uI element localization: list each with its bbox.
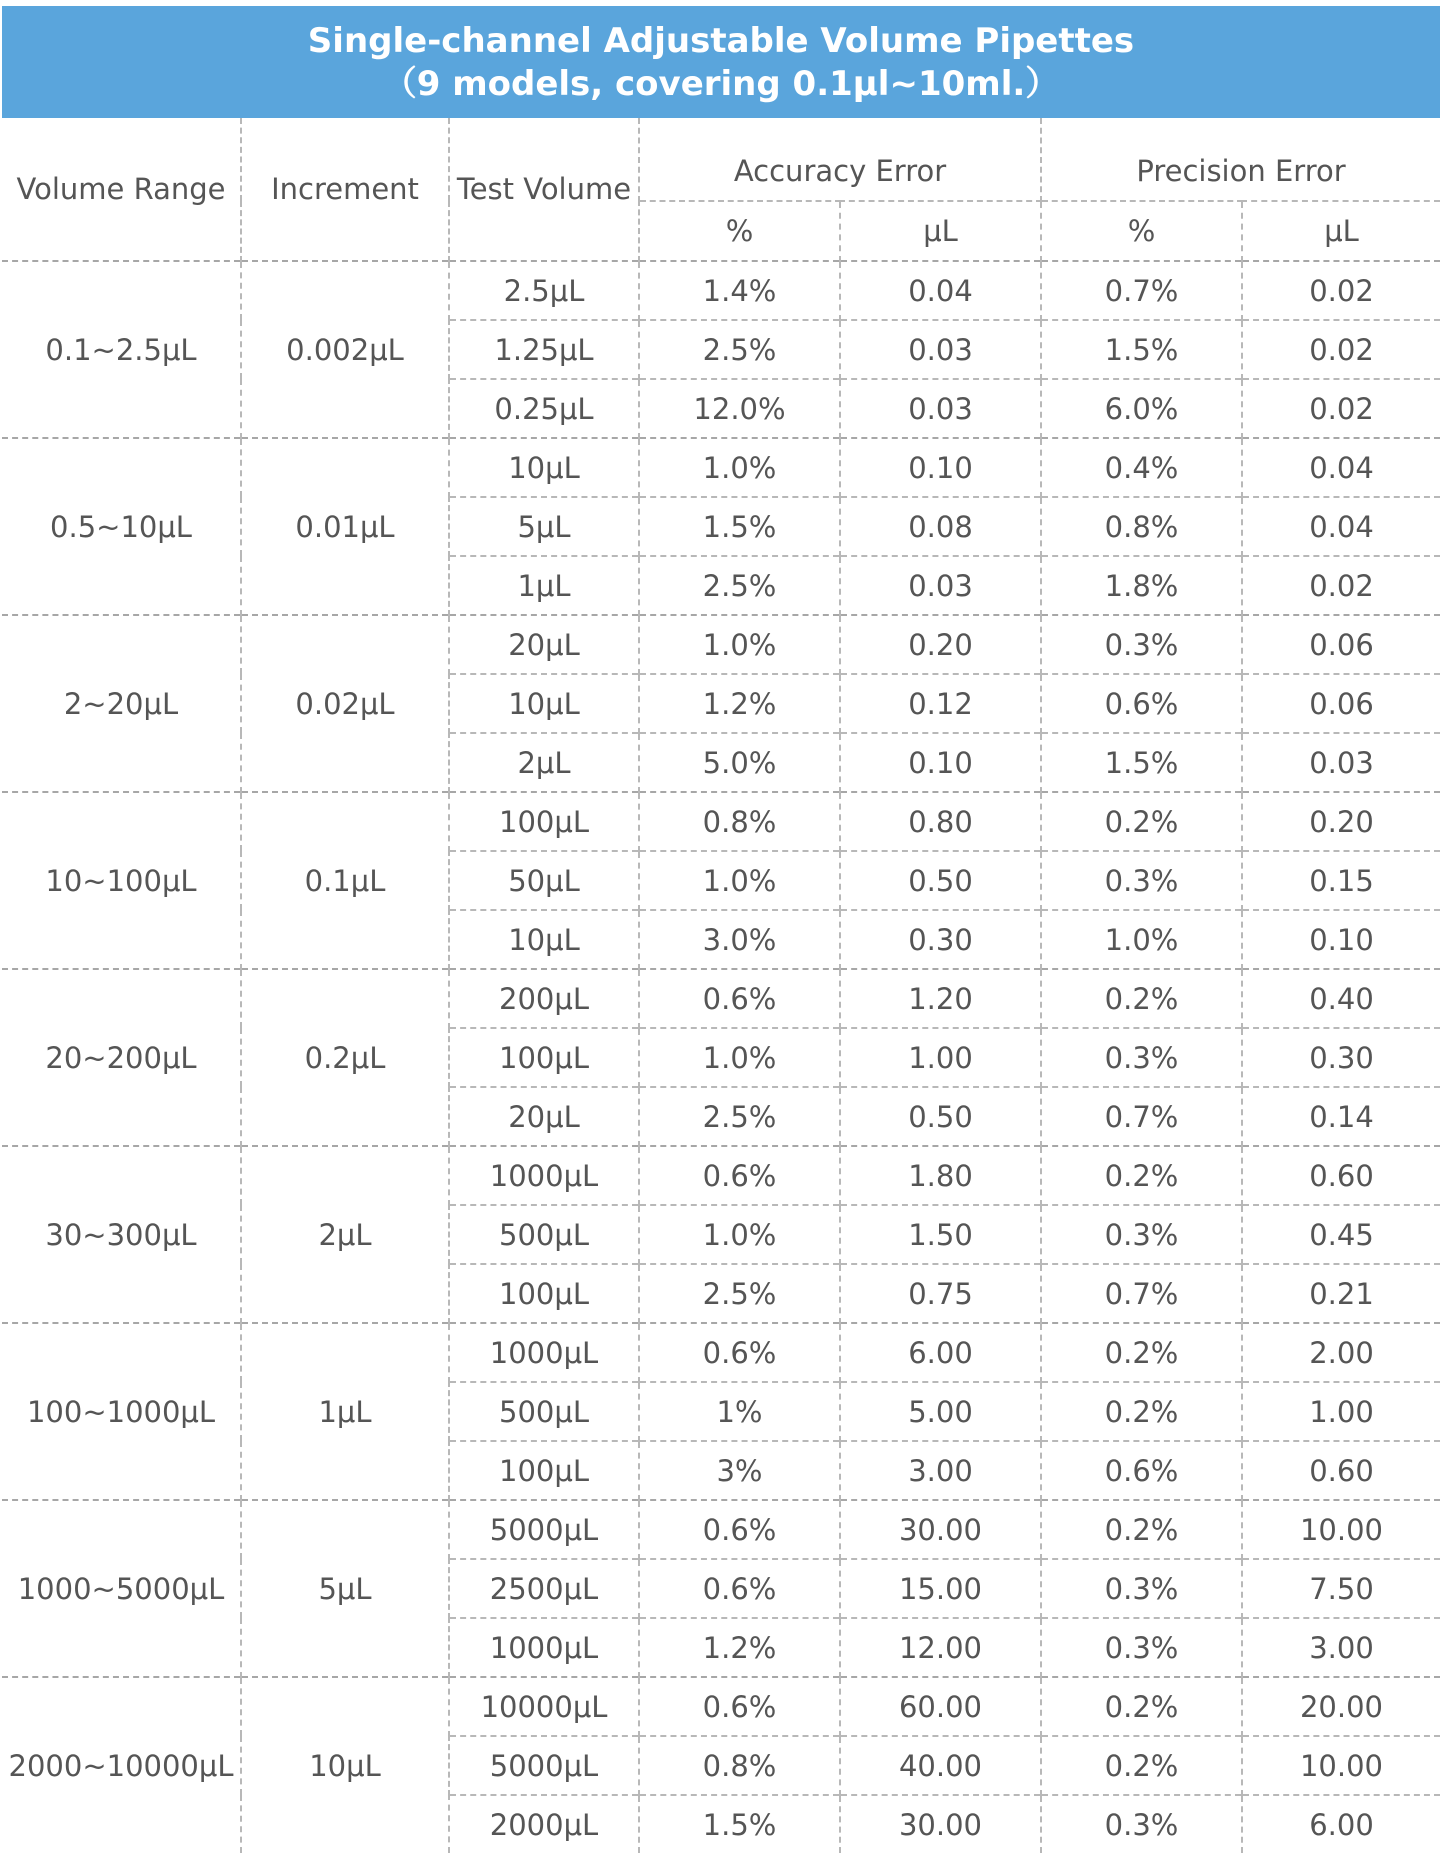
test-volume-cell: 1.25μL bbox=[449, 320, 639, 379]
volume-range-cell: 0.1~2.5μL bbox=[2, 261, 241, 438]
precision-pct-cell: 1.0% bbox=[1041, 910, 1242, 969]
precision-ul-cell: 0.06 bbox=[1242, 615, 1440, 674]
accuracy-pct-cell: 2.5% bbox=[639, 320, 840, 379]
precision-pct-cell: 0.3% bbox=[1041, 615, 1242, 674]
precision-pct-cell: 0.6% bbox=[1041, 1441, 1242, 1500]
accuracy-ul-cell: 0.08 bbox=[840, 497, 1041, 556]
accuracy-ul-cell: 60.00 bbox=[840, 1677, 1041, 1736]
table-row bbox=[2, 261, 1440, 320]
accuracy-ul-cell: 0.50 bbox=[840, 1087, 1041, 1146]
test-volume-cell: 50μL bbox=[449, 851, 639, 910]
precision-pct-cell: 0.2% bbox=[1041, 1146, 1242, 1205]
accuracy-ul-cell: 0.30 bbox=[840, 910, 1041, 969]
header-test-volume: Test Volume bbox=[449, 118, 639, 261]
accuracy-ul-cell: 6.00 bbox=[840, 1323, 1041, 1382]
test-volume-cell: 100μL bbox=[449, 1028, 639, 1087]
header-volume-range: Volume Range bbox=[2, 118, 241, 261]
increment-cell: 10μL bbox=[241, 1677, 449, 1853]
accuracy-ul-cell: 12.00 bbox=[840, 1618, 1041, 1677]
precision-ul-cell: 10.00 bbox=[1242, 1736, 1440, 1795]
accuracy-pct-cell: 0.6% bbox=[639, 1323, 840, 1382]
precision-ul-cell: 1.00 bbox=[1242, 1382, 1440, 1441]
volume-range-cell: 0.5~10μL bbox=[2, 438, 241, 615]
accuracy-pct-cell: 1.5% bbox=[639, 1795, 840, 1853]
table-row bbox=[2, 1146, 1440, 1205]
precision-ul-cell: 0.04 bbox=[1242, 497, 1440, 556]
test-volume-cell: 5μL bbox=[449, 497, 639, 556]
test-volume-cell: 500μL bbox=[449, 1382, 639, 1441]
accuracy-pct-cell: 1.0% bbox=[639, 851, 840, 910]
accuracy-ul-cell: 0.12 bbox=[840, 674, 1041, 733]
precision-pct-cell: 1.8% bbox=[1041, 556, 1242, 615]
title-line-2: （9 models, covering 0.1μl~10ml.） bbox=[382, 64, 1060, 104]
header-increment: Increment bbox=[241, 118, 449, 261]
precision-pct-cell: 0.3% bbox=[1041, 851, 1242, 910]
accuracy-pct-cell: 1.5% bbox=[639, 497, 840, 556]
precision-pct-cell: 0.3% bbox=[1041, 1028, 1242, 1087]
accuracy-pct-cell: 2.5% bbox=[639, 1264, 840, 1323]
test-volume-cell: 2.5μL bbox=[449, 261, 639, 320]
test-volume-cell: 20μL bbox=[449, 615, 639, 674]
test-volume-cell: 100μL bbox=[449, 1264, 639, 1323]
increment-cell: 0.01μL bbox=[241, 438, 449, 615]
precision-ul-cell: 0.30 bbox=[1242, 1028, 1440, 1087]
title-banner bbox=[2, 6, 1440, 118]
accuracy-ul-cell: 0.80 bbox=[840, 792, 1041, 851]
precision-ul-cell: 0.02 bbox=[1242, 556, 1440, 615]
test-volume-cell: 10μL bbox=[449, 438, 639, 497]
increment-cell: 0.002μL bbox=[241, 261, 449, 438]
precision-pct-cell: 0.2% bbox=[1041, 792, 1242, 851]
table-row bbox=[2, 1500, 1440, 1559]
accuracy-pct-cell: 1.0% bbox=[639, 615, 840, 674]
precision-ul-cell: 0.45 bbox=[1242, 1205, 1440, 1264]
test-volume-cell: 500μL bbox=[449, 1205, 639, 1264]
accuracy-ul-cell: 0.03 bbox=[840, 556, 1041, 615]
precision-ul-cell: 0.02 bbox=[1242, 261, 1440, 320]
volume-range-cell: 1000~5000μL bbox=[2, 1500, 241, 1677]
precision-pct-cell: 0.7% bbox=[1041, 1264, 1242, 1323]
precision-pct-cell: 0.7% bbox=[1041, 1087, 1242, 1146]
precision-ul-cell: 0.03 bbox=[1242, 733, 1440, 792]
accuracy-ul-cell: 1.80 bbox=[840, 1146, 1041, 1205]
precision-ul-cell: 0.02 bbox=[1242, 379, 1440, 438]
test-volume-cell: 10μL bbox=[449, 910, 639, 969]
volume-range-cell: 100~1000μL bbox=[2, 1323, 241, 1500]
accuracy-pct-cell: 1.0% bbox=[639, 1028, 840, 1087]
test-volume-cell: 1μL bbox=[449, 556, 639, 615]
accuracy-pct-cell: 12.0% bbox=[639, 379, 840, 438]
accuracy-ul-cell: 0.10 bbox=[840, 438, 1041, 497]
accuracy-ul-cell: 0.75 bbox=[840, 1264, 1041, 1323]
accuracy-pct-cell: 3% bbox=[639, 1441, 840, 1500]
accuracy-pct-cell: 0.6% bbox=[639, 1677, 840, 1736]
accuracy-ul-cell: 0.03 bbox=[840, 379, 1041, 438]
header-precision-pct: % bbox=[1041, 201, 1242, 261]
test-volume-cell: 5000μL bbox=[449, 1736, 639, 1795]
accuracy-ul-cell: 1.20 bbox=[840, 969, 1041, 1028]
precision-ul-cell: 0.15 bbox=[1242, 851, 1440, 910]
precision-pct-cell: 0.2% bbox=[1041, 1500, 1242, 1559]
precision-pct-cell: 0.3% bbox=[1041, 1559, 1242, 1618]
header-precision-ul: μL bbox=[1242, 201, 1440, 261]
precision-ul-cell: 0.40 bbox=[1242, 969, 1440, 1028]
precision-ul-cell: 2.00 bbox=[1242, 1323, 1440, 1382]
precision-pct-cell: 1.5% bbox=[1041, 320, 1242, 379]
test-volume-cell: 10000μL bbox=[449, 1677, 639, 1736]
table-row bbox=[2, 1677, 1440, 1736]
header-accuracy-pct: % bbox=[639, 201, 840, 261]
precision-ul-cell: 3.00 bbox=[1242, 1618, 1440, 1677]
precision-ul-cell: 0.60 bbox=[1242, 1146, 1440, 1205]
precision-pct-cell: 0.2% bbox=[1041, 969, 1242, 1028]
test-volume-cell: 1000μL bbox=[449, 1146, 639, 1205]
precision-ul-cell: 0.60 bbox=[1242, 1441, 1440, 1500]
accuracy-pct-cell: 0.6% bbox=[639, 1146, 840, 1205]
precision-ul-cell: 10.00 bbox=[1242, 1500, 1440, 1559]
precision-ul-cell: 0.04 bbox=[1242, 438, 1440, 497]
precision-pct-cell: 0.6% bbox=[1041, 674, 1242, 733]
volume-range-cell: 20~200μL bbox=[2, 969, 241, 1146]
test-volume-cell: 0.25μL bbox=[449, 379, 639, 438]
table-row bbox=[2, 615, 1440, 674]
increment-cell: 0.1μL bbox=[241, 792, 449, 969]
precision-ul-cell: 7.50 bbox=[1242, 1559, 1440, 1618]
accuracy-pct-cell: 0.8% bbox=[639, 792, 840, 851]
test-volume-cell: 200μL bbox=[449, 969, 639, 1028]
accuracy-pct-cell: 2.5% bbox=[639, 1087, 840, 1146]
test-volume-cell: 2μL bbox=[449, 733, 639, 792]
accuracy-pct-cell: 1.0% bbox=[639, 438, 840, 497]
increment-cell: 2μL bbox=[241, 1146, 449, 1323]
accuracy-ul-cell: 15.00 bbox=[840, 1559, 1041, 1618]
accuracy-ul-cell: 0.04 bbox=[840, 261, 1041, 320]
precision-ul-cell: 0.02 bbox=[1242, 320, 1440, 379]
accuracy-ul-cell: 40.00 bbox=[840, 1736, 1041, 1795]
precision-pct-cell: 0.2% bbox=[1041, 1677, 1242, 1736]
header-precision-error: Precision Error bbox=[1041, 118, 1440, 201]
table-row bbox=[2, 438, 1440, 497]
table-row bbox=[2, 1323, 1440, 1382]
precision-pct-cell: 0.2% bbox=[1041, 1323, 1242, 1382]
accuracy-ul-cell: 0.50 bbox=[840, 851, 1041, 910]
precision-ul-cell: 0.10 bbox=[1242, 910, 1440, 969]
increment-cell: 0.2μL bbox=[241, 969, 449, 1146]
precision-pct-cell: 0.7% bbox=[1041, 261, 1242, 320]
spec-table bbox=[2, 118, 1440, 1853]
accuracy-pct-cell: 0.6% bbox=[639, 1559, 840, 1618]
precision-ul-cell: 0.20 bbox=[1242, 792, 1440, 851]
precision-pct-cell: 0.8% bbox=[1041, 497, 1242, 556]
test-volume-cell: 1000μL bbox=[449, 1618, 639, 1677]
accuracy-ul-cell: 30.00 bbox=[840, 1500, 1041, 1559]
table-row bbox=[2, 969, 1440, 1028]
increment-cell: 1μL bbox=[241, 1323, 449, 1500]
accuracy-pct-cell: 1.4% bbox=[639, 261, 840, 320]
test-volume-cell: 5000μL bbox=[449, 1500, 639, 1559]
accuracy-pct-cell: 0.6% bbox=[639, 1500, 840, 1559]
volume-range-cell: 10~100μL bbox=[2, 792, 241, 969]
precision-pct-cell: 0.2% bbox=[1041, 1736, 1242, 1795]
test-volume-cell: 2500μL bbox=[449, 1559, 639, 1618]
accuracy-ul-cell: 3.00 bbox=[840, 1441, 1041, 1500]
accuracy-pct-cell: 2.5% bbox=[639, 556, 840, 615]
accuracy-pct-cell: 0.6% bbox=[639, 969, 840, 1028]
accuracy-pct-cell: 1.0% bbox=[639, 1205, 840, 1264]
precision-ul-cell: 0.21 bbox=[1242, 1264, 1440, 1323]
test-volume-cell: 20μL bbox=[449, 1087, 639, 1146]
precision-pct-cell: 1.5% bbox=[1041, 733, 1242, 792]
header-accuracy-error: Accuracy Error bbox=[639, 118, 1041, 201]
title-line-1: Single-channel Adjustable Volume Pipettes bbox=[307, 21, 1135, 61]
accuracy-ul-cell: 5.00 bbox=[840, 1382, 1041, 1441]
accuracy-pct-cell: 1.2% bbox=[639, 674, 840, 733]
precision-pct-cell: 0.4% bbox=[1041, 438, 1242, 497]
volume-range-cell: 2~20μL bbox=[2, 615, 241, 792]
accuracy-ul-cell: 1.50 bbox=[840, 1205, 1041, 1264]
accuracy-ul-cell: 0.03 bbox=[840, 320, 1041, 379]
precision-pct-cell: 0.2% bbox=[1041, 1382, 1242, 1441]
accuracy-pct-cell: 0.8% bbox=[639, 1736, 840, 1795]
test-volume-cell: 100μL bbox=[449, 792, 639, 851]
accuracy-pct-cell: 3.0% bbox=[639, 910, 840, 969]
accuracy-pct-cell: 5.0% bbox=[639, 733, 840, 792]
precision-pct-cell: 6.0% bbox=[1041, 379, 1242, 438]
precision-pct-cell: 0.3% bbox=[1041, 1205, 1242, 1264]
test-volume-cell: 2000μL bbox=[449, 1795, 639, 1853]
test-volume-cell: 1000μL bbox=[449, 1323, 639, 1382]
increment-cell: 0.02μL bbox=[241, 615, 449, 792]
header-accuracy-ul: μL bbox=[840, 201, 1041, 261]
accuracy-pct-cell: 1.2% bbox=[639, 1618, 840, 1677]
volume-range-cell: 30~300μL bbox=[2, 1146, 241, 1323]
accuracy-ul-cell: 1.00 bbox=[840, 1028, 1041, 1087]
increment-cell: 5μL bbox=[241, 1500, 449, 1677]
precision-ul-cell: 0.14 bbox=[1242, 1087, 1440, 1146]
accuracy-ul-cell: 30.00 bbox=[840, 1795, 1041, 1853]
accuracy-ul-cell: 0.10 bbox=[840, 733, 1041, 792]
precision-ul-cell: 0.06 bbox=[1242, 674, 1440, 733]
precision-pct-cell: 0.3% bbox=[1041, 1795, 1242, 1853]
test-volume-cell: 100μL bbox=[449, 1441, 639, 1500]
table-row bbox=[2, 792, 1440, 851]
test-volume-cell: 10μL bbox=[449, 674, 639, 733]
accuracy-pct-cell: 1% bbox=[639, 1382, 840, 1441]
precision-ul-cell: 20.00 bbox=[1242, 1677, 1440, 1736]
precision-pct-cell: 0.3% bbox=[1041, 1618, 1242, 1677]
volume-range-cell: 2000~10000μL bbox=[2, 1677, 241, 1853]
precision-ul-cell: 6.00 bbox=[1242, 1795, 1440, 1853]
accuracy-ul-cell: 0.20 bbox=[840, 615, 1041, 674]
